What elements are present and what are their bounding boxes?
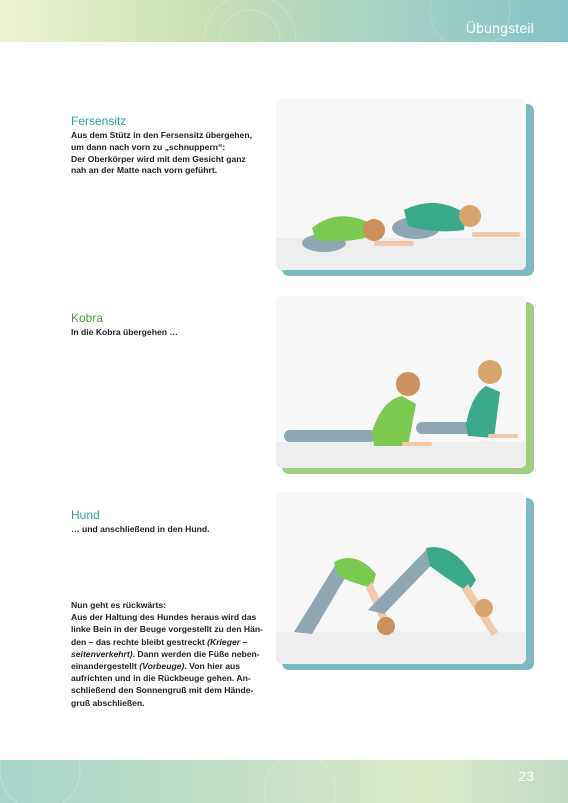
section-title: Kobra [71,311,104,325]
note-line: linke Bein in der Beuge vorgestellt zu den Hän- [71,624,263,635]
note-italic: (Krieger – [207,636,248,647]
text-line: … und anschließend in den Hund. [71,524,210,534]
note-line: gruß abschließen. [71,697,145,708]
note-fragment: . Dann werden die Füße neben- [132,648,260,659]
section-text [71,327,271,339]
text-line: Aus dem Stütz in den Fersensitz übergehen, [71,130,252,140]
note-italic: seitenverkehrt) [71,648,133,659]
note-line: aufrichten und in die Rückbeuge gehen. An- [71,673,251,684]
note-text [71,599,276,709]
note-fragment: . Von hier aus [184,661,241,672]
fersensitz-photo [276,98,526,270]
decorative-pattern-icon [0,760,568,803]
section-title-header: Übungsteil [465,20,534,36]
note-heading: Nun geht es rückwärts: [71,600,167,610]
section-text [71,524,271,536]
hund-photo [276,492,526,664]
text-line: um dann nach vorn zu „schnuppern“: [71,141,226,152]
text-line: nah an der Matte nach vorn geführt. [71,165,218,176]
note-fragment: den – das rechte bleibt gestreckt [71,636,208,647]
section-kobra [71,311,271,339]
note-fragment: einandergestellt [71,661,140,672]
note-line [71,660,276,672]
section-text [71,130,271,177]
footer-band [0,760,568,803]
text-line: Der Oberkörper wird mit dem Gesicht ganz [71,153,246,164]
section-title: Fersensitz [71,114,127,128]
kobra-photo [276,296,526,468]
note-line: Aus der Haltung des Hundes heraus wird das [71,612,257,623]
section-hund [71,508,271,536]
note-line [71,648,276,660]
section-fersensitz [71,114,271,177]
note-line [71,636,276,648]
section-title: Hund [71,508,100,522]
note-italic: (Vorbeuge) [139,661,185,672]
note-line: schließend den Sonnengruß mit dem Hände- [71,685,254,696]
page-number: 23 [518,768,534,784]
text-line: In die Kobra übergehen … [71,327,178,337]
